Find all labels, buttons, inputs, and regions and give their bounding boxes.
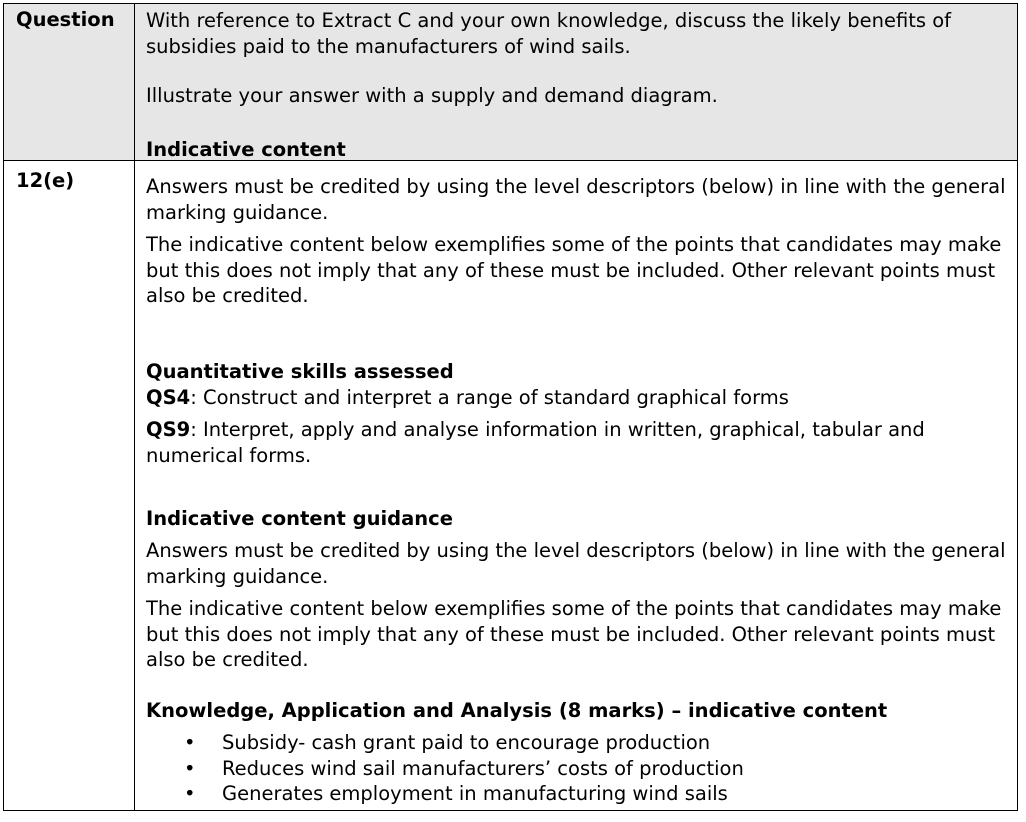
qs4-code: QS4 [146,386,191,409]
column-divider [134,4,135,810]
qs9-line [146,417,1008,468]
bullet-icon: • [184,756,196,780]
qs-heading: Quantitative skills assessed [146,360,454,383]
bullet-icon: • [184,731,196,754]
guidance-heading: Indicative content guidance [146,507,453,530]
bullet-icon: • [184,782,196,805]
paragraph-2: The indicative content below exemplifies some of the points that candidates may make but this does not imply that any of these must be included. Other relevant points must also be credited. [146,233,1002,307]
list-item: • Generates employment in manufacturing wind sails [184,782,728,805]
list-item: • Subsidy- cash grant paid to encourage production [184,731,711,754]
qs4-line [146,385,1008,411]
qs4-text: : Construct and interpret a range of standard graphical forms [190,386,789,409]
question-label: Question [16,8,115,31]
qs9-text: : Interpret, apply and analyse information in written, graphical, tabular and numerical forms. [146,418,925,467]
qs9-code: QS9 [146,418,191,441]
question-number: 12(e) [16,169,75,192]
list-item: • Reduces wind sail manufacturers’ costs of production [184,756,744,780]
kaa-heading: Knowledge, Application and Analysis (8 marks) – indicative content [146,699,888,722]
paragraph-3: Answers must be credited by using the level descriptors (below) in line with the general marking guidance. [146,539,1006,588]
paragraph-4: The indicative content below exemplifies some of the points that candidates may make but this does not imply that any of these must be included. Other relevant points must also be credited. [146,597,1002,671]
question-text: With reference to Extract C and your own knowledge, discuss the likely benefits of subsidies paid to the manufacturers of wind sails. [146,9,952,58]
illustrate-text: Illustrate your answer with a supply and demand diagram. [146,84,718,107]
paragraph-1: Answers must be credited by using the level descriptors (below) in line with the general marking guidance. [146,175,1006,224]
indicative-content-heading: Indicative content [146,138,346,161]
mark-scheme-table [3,3,1018,811]
bullet-list [146,730,1008,807]
